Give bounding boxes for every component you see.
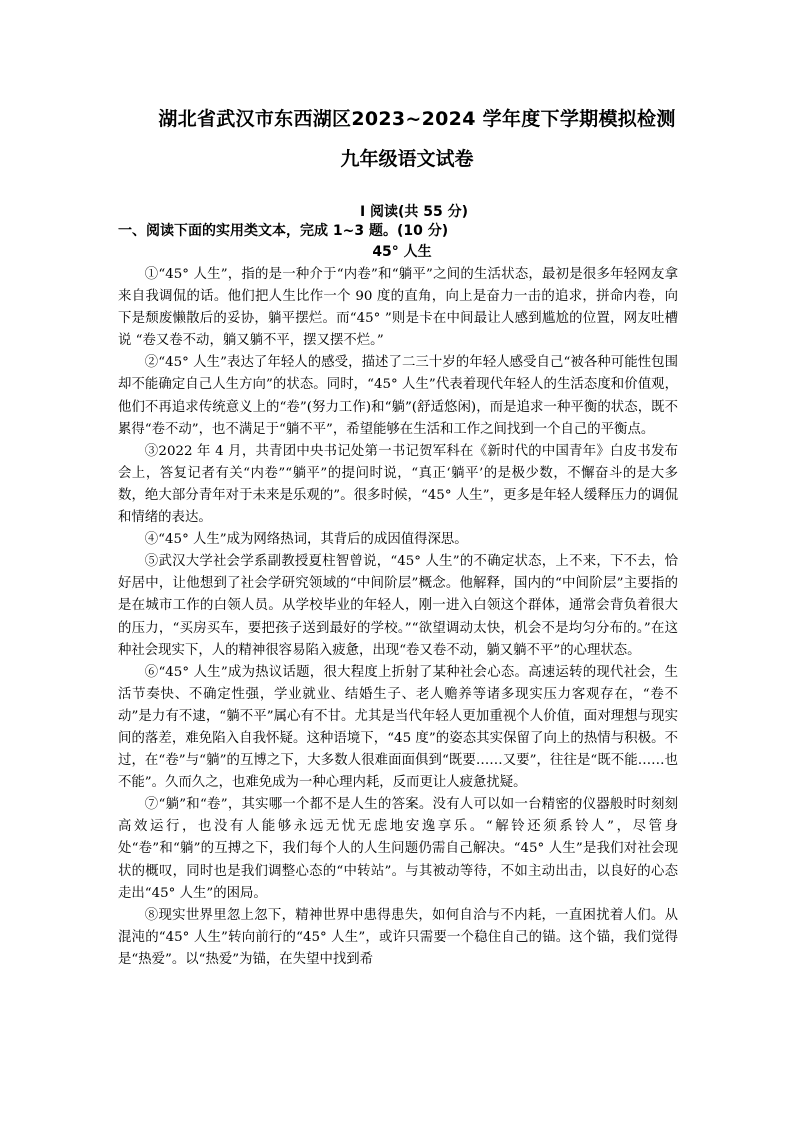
exam-title: 湖北省武汉市东西湖区2023~2024 学年度下学期模拟检测	[158, 108, 676, 130]
article-body	[118, 264, 678, 971]
exam-subtitle: 九年级语文试卷	[340, 148, 474, 170]
section-heading: 一、阅读下面的实用类文本，完成 1~3 题。(10 分)	[118, 223, 449, 239]
paragraph-5: ⑤武汉大学社会学系副教授夏柱智曾说，“45° 人生”的不确定状态，上不来，下不去，恰好居中，让他想到了社会学研究领域的“中间阶层”概念。他解释，国内的“中间阶层”主要指的是在城市工作的白领人员。从学校毕业的年轻人，刚一进入白领这个群体，通常会背负着很大的压力，“买房买车，要把孩子送到最好的学校。”“欲望调动太快，机会不是均匀分布的。”在这种社会现实下，人的精神很容易陷入疲惫，出现“卷又卷不动，躺又躺不平”的心理状态。	[118, 554, 678, 658]
paragraph-3: ③2022 年 4 月，共青团中央书记处第一书记贺军科在《新时代的中国青年》白皮书发布会上，答复记者有关“内卷”“躺平”的提问时说，“真正‘躺平’的是极少数，不懈奋斗的是大多数，绝大部分青年对于未来是乐观的”。很多时候，“45° 人生”，更多是年轻人缓释压力的调侃和情绪的表达。	[118, 443, 678, 526]
article-title: 45° 人生	[372, 244, 432, 260]
paragraph-7: ⑦“躺”和“卷”，其实哪一个都不是人生的答案。没有人可以如一台精密的仪器般时时刻刻高效运行，也没有人能够永远无忧无虑地安逸享乐。“解铃还须系铃人”，尽管身处“卷”和“躺”的互搏之下，我们每个人的人生问题仍需自己解决。“45° 人生”是我们对社会现状的概叹，同时也是我们调整心态的“中转站”。与其被动等待，不如主动出击，以良好的心态走出“45° 人生”的困局。	[118, 797, 678, 901]
paragraph-6: ⑥“45° 人生”成为热议话题，很大程度上折射了某种社会心态。高速运转的现代社会，生活节奏快、不确定性强，学业就业、结婚生子、老人赡养等诸多现实压力客观存在，“卷不动”是力有不逮，“躺不平”属心有不甘。尤其是当代年轻人更加重视个人价值，面对理想与现实间的落差，难免陷入自我怀疑。这种语境下，“45 度”的姿态其实保留了向上的热情与积极。不过，在“卷”与“躺”的互博之下，大多数人很难面面俱到“既要……又要”，往往是“既不能……也不能”。久而久之，也难免成为一种心理内耗，反而更让人疲惫扰疑。	[118, 664, 678, 791]
part-heading: Ⅰ 阅读(共 55 分)	[359, 204, 469, 220]
paragraph-8: ⑧现实世界里忽上忽下，精神世界中患得患失，如何自洽与不内耗，一直困扰着人们。从混沌的“45° 人生”转向前行的“45° 人生”，或许只需要一个稳住自己的锚。这个锚，我们觉得是“热爱”。以“热爱”为锚，在失望中找到希	[118, 907, 678, 967]
paragraph-2: ②“45° 人生”表达了年轻人的感受，描述了二三十岁的年轻人感受自己“被各种可能性包围却不能确定自己人生方向”的状态。同时，“45° 人生”代表着现代年轻人的生活态度和价值观，他们不再追求传统意义上的“卷”(努力工作)和“躺”(舒适悠闲)，而是追求一种平衡的状态，既不累得“卷不动”，也不满足于“躺不平”，希望能够在生活和工作之间找到一个自己的平衡点。	[118, 355, 678, 437]
paragraph-4: ④“45° 人生”成为网络热词，其背后的成因值得深思。	[144, 532, 468, 548]
paragraph-1: ①“45° 人生”，指的是一种介于“内卷”和“躺平”之间的生活状态，最初是很多年轻网友拿来自我调侃的话。他们把人生比作一个 90 度的直角，向上是奋力一击的追求，拼命内卷，向下是颓废懒散后的妥协，躺平摆烂。而“45° ”则是卡在中间最让人感到尴尬的位置，网友吐槽说 “卷又卷不动，躺又躺不平，摆又摆不烂。”	[118, 267, 678, 349]
